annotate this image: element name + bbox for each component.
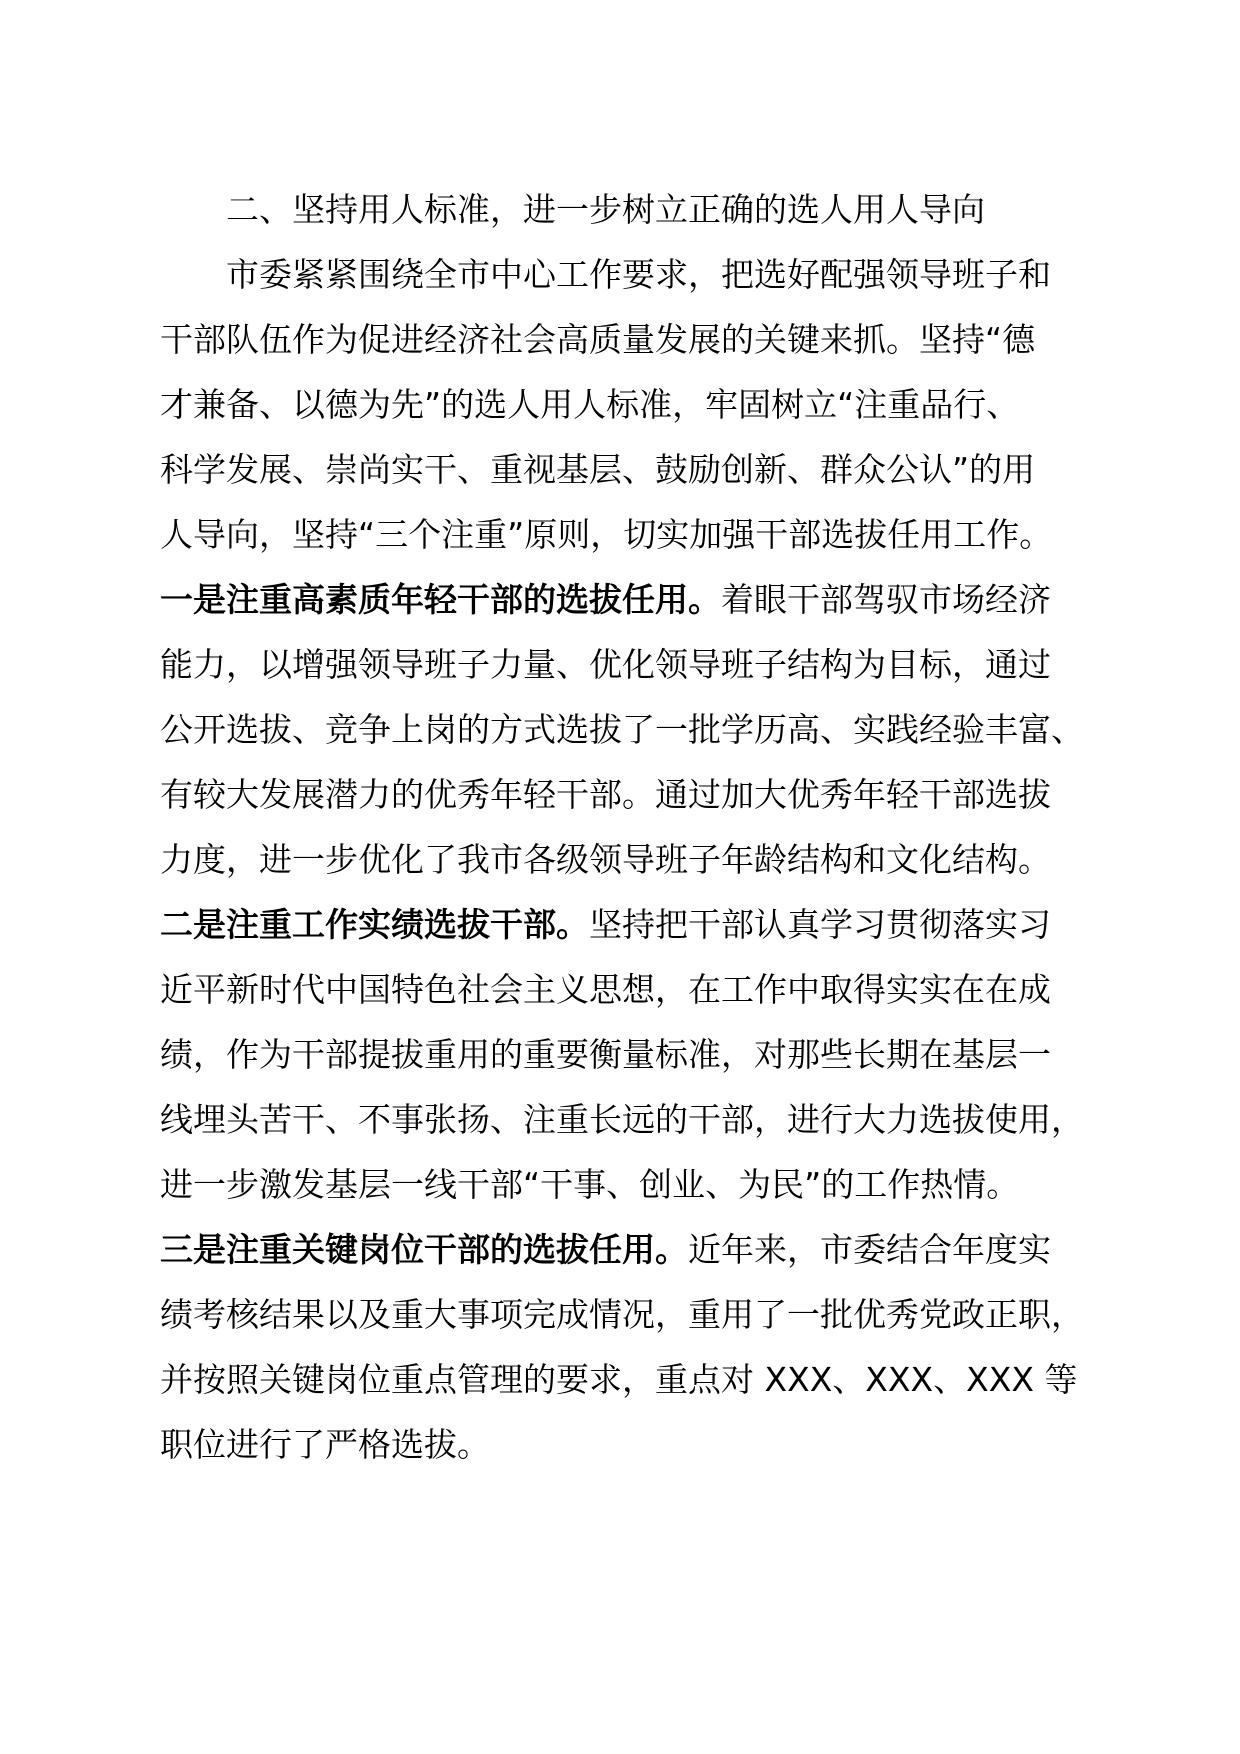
line-text: 进一步激发基层一线干部“干事、创业、为民”的工作热情。: [160, 1165, 1020, 1204]
section-heading: 二、坚持用人标准，进一步树立正确的选人用人导向: [226, 190, 985, 229]
line-text: 人导向，坚持“三个注重”原则，切实加强干部选拔任用工作。: [160, 515, 1053, 554]
text-line: [160, 1152, 1100, 1217]
text-line: [160, 1282, 1100, 1347]
text-line: [160, 1347, 1100, 1412]
line-text: 有较大发展潜力的优秀年轻干部。通过加大优秀年轻干部选拔: [160, 775, 1051, 814]
text-line: [160, 1022, 1100, 1087]
line-text: 绩考核结果以及重大事项完成情况，重用了一批优秀党政正职，: [160, 1295, 1084, 1334]
line-text: 坚持把干部认真学习贯彻落实习: [589, 905, 1051, 944]
line-text: 绩，作为干部提拔重用的重要衡量标准，对那些长期在基层一: [160, 1035, 1051, 1074]
line-text: 科学发展、崇尚实干、重视基层、鼓励创新、群众公认”的用: [160, 450, 1036, 489]
line-text: 职位进行了严格选拔。: [160, 1425, 490, 1464]
line-text: 干部队伍作为促进经济社会高质量发展的关键来抓。坚持“德: [160, 320, 1036, 359]
text-line: [160, 1087, 1100, 1152]
text-line: [160, 762, 1100, 827]
line-text: 并按照关键岗位重点管理的要求，重点对 XXX、XXX、XXX 等: [160, 1360, 1078, 1399]
text-line: [160, 307, 1100, 372]
line-text: 才兼备、以德为先”的选人用人标准，牢固树立“注重品行、: [160, 385, 1020, 424]
text-line: [160, 567, 1100, 632]
line-text: 近平新时代中国特色社会主义思想，在工作中取得实实在在成: [160, 970, 1051, 1009]
line-text: 能力，以增强领导班子力量、优化领导班子结构为目标，通过: [160, 645, 1051, 684]
text-line: [160, 827, 1100, 892]
paragraph-lines: [160, 242, 1100, 1477]
line-text: 近年来，市委结合年度实: [688, 1230, 1051, 1269]
text-line: [160, 697, 1100, 762]
text-line: [160, 892, 1100, 957]
line-text: 市委紧紧围绕全市中心工作要求，把选好配强领导班子和: [226, 255, 1051, 294]
text-line: [160, 957, 1100, 1022]
text-line: [160, 1217, 1100, 1282]
line-text: 线埋头苦干、不事张扬、注重长远的干部，进行大力选拔使用，: [160, 1100, 1084, 1139]
text-line: [160, 632, 1100, 697]
line-text: 力度，进一步优化了我市各级领导班子年龄结构和文化结构。: [160, 840, 1051, 879]
text-line: [160, 437, 1100, 502]
line-text: 着眼干部驾驭市场经济: [721, 580, 1051, 619]
bold-lead-phrase: 二是注重工作实绩选拔干部。: [160, 905, 589, 944]
body-text: [160, 177, 1100, 1477]
text-line: [160, 372, 1100, 437]
bold-lead-phrase: 一是注重高素质年轻干部的选拔任用。: [160, 580, 721, 619]
text-line: [160, 242, 1100, 307]
text-line: [160, 502, 1100, 567]
bold-lead-phrase: 三是注重关键岗位干部的选拔任用。: [160, 1230, 688, 1269]
line-text: 公开选拔、竞争上岗的方式选拔了一批学历高、实践经验丰富、: [160, 710, 1084, 749]
text-line: [160, 1412, 1100, 1477]
